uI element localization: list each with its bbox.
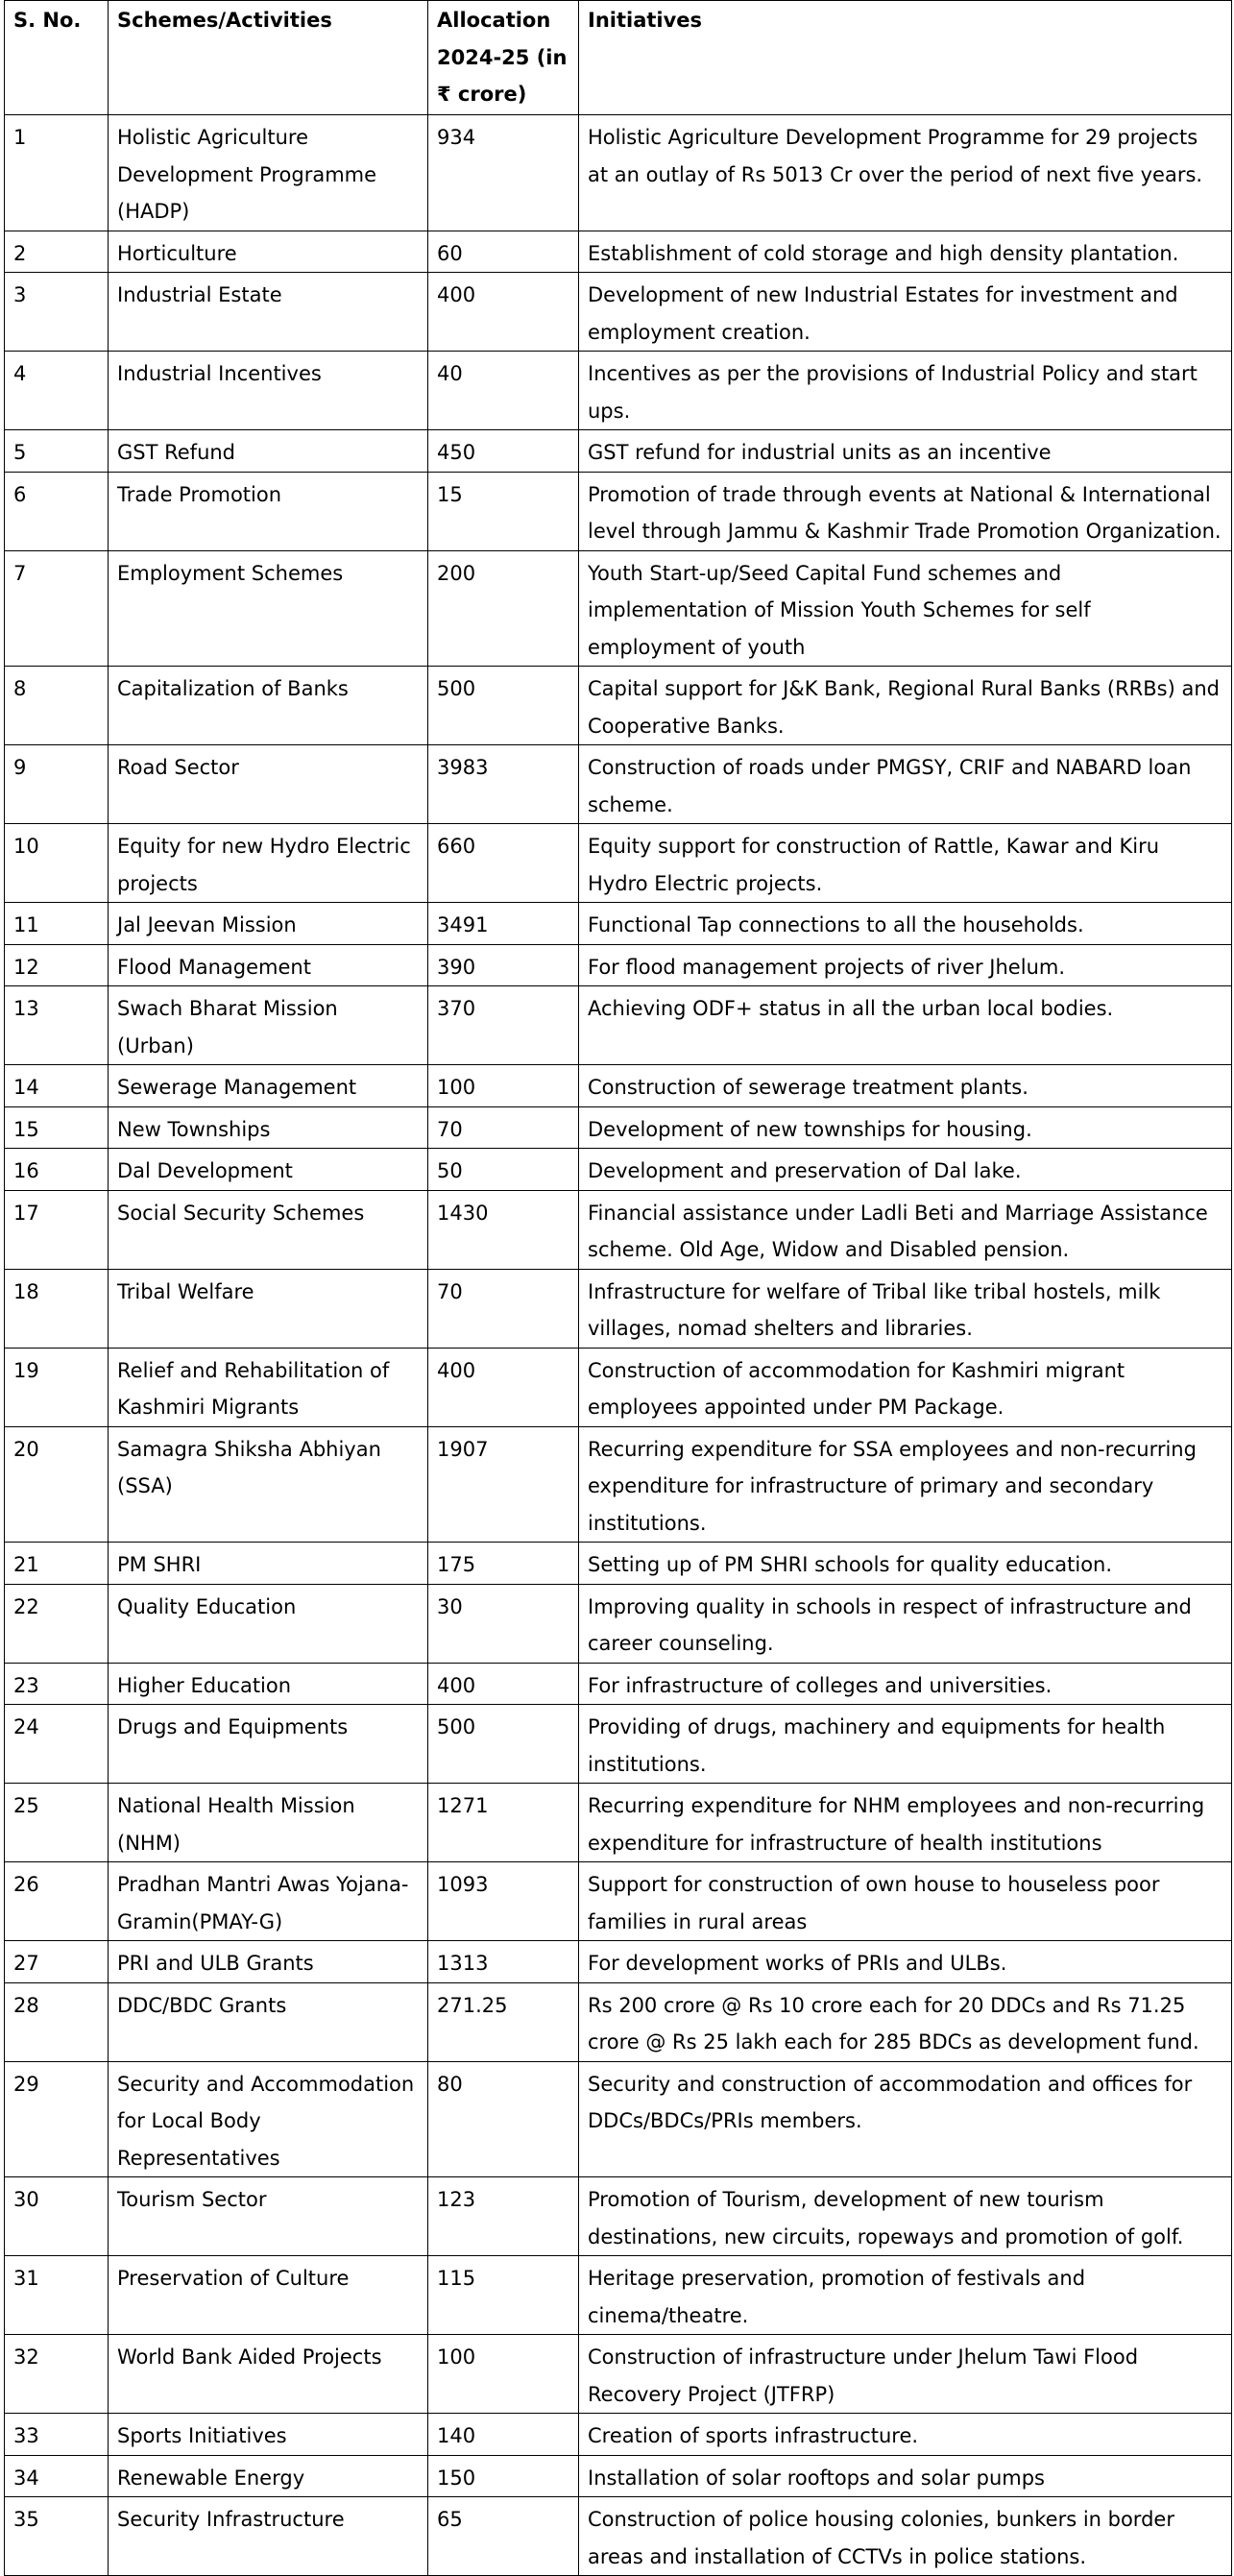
row-sno: 5 [5,430,109,473]
table-row [5,352,1232,430]
row-scheme: Horticulture [109,231,428,273]
row-initiative: Security and construction of accommodation and offices for DDCs/BDCs/PRIs members. [579,2061,1232,2177]
table-row [5,1426,1232,1543]
row-sno: 17 [5,1190,109,1269]
table-row [5,1149,1232,1191]
table-row [5,745,1232,824]
table-row [5,667,1232,745]
row-scheme: World Bank Aided Projects [109,2335,428,2414]
row-scheme: GST Refund [109,430,428,473]
row-scheme: Swach Bharat Mission (Urban) [109,986,428,1065]
row-initiative: Construction of accommodation for Kashmiri migrant employees appointed under PM Package. [579,1348,1232,1426]
header-scheme: Schemes/Activities [109,1,428,115]
table-row [5,472,1232,550]
row-allocation: 65 [428,2497,579,2576]
row-allocation: 70 [428,1106,579,1149]
row-initiative: Achieving ODF+ status in all the urban local bodies. [579,986,1232,1065]
row-allocation: 30 [428,1584,579,1663]
row-initiative: Holistic Agriculture Development Programme for 29 projects at an outlay of Rs 5013 Cr over the period of next five years. [579,115,1232,231]
table-header [5,1,1232,115]
row-scheme: Employment Schemes [109,550,428,667]
row-allocation: 80 [428,2061,579,2177]
table-row [5,430,1232,473]
row-scheme: Quality Education [109,1584,428,1663]
row-scheme: PM SHRI [109,1543,428,1585]
row-sno: 32 [5,2335,109,2414]
row-scheme: Security Infrastructure [109,2497,428,2576]
row-scheme: Flood Management [109,944,428,986]
row-scheme: Industrial Incentives [109,352,428,430]
row-sno: 30 [5,2177,109,2256]
row-allocation: 1907 [428,1426,579,1543]
table-row [5,550,1232,667]
table-row [5,273,1232,352]
row-initiative: For development works of PRIs and ULBs. [579,1941,1232,1983]
schemes-allocation-table [4,0,1232,2576]
row-allocation: 1093 [428,1862,579,1941]
row-allocation: 1271 [428,1784,579,1862]
row-scheme: DDC/BDC Grants [109,1982,428,2061]
header-allocation: Allocation 2024-25 (in ₹ crore) [428,1,579,115]
row-allocation: 390 [428,944,579,986]
row-initiative: Improving quality in schools in respect of infrastructure and career counseling. [579,1584,1232,1663]
table-row [5,1106,1232,1149]
row-initiative: Heritage preservation, promotion of festivals and cinema/theatre. [579,2256,1232,2335]
table-row [5,1190,1232,1269]
header-initiatives: Initiatives [579,1,1232,115]
row-allocation: 3983 [428,745,579,824]
row-allocation: 200 [428,550,579,667]
row-scheme: Preservation of Culture [109,2256,428,2335]
row-scheme: Tribal Welfare [109,1269,428,1348]
table-row [5,986,1232,1065]
row-allocation: 370 [428,986,579,1065]
row-allocation: 400 [428,1348,579,1426]
row-sno: 2 [5,231,109,273]
row-initiative: Installation of solar rooftops and solar pumps [579,2455,1232,2497]
row-sno: 12 [5,944,109,986]
row-sno: 9 [5,745,109,824]
header-row [5,1,1232,115]
row-scheme: New Townships [109,1106,428,1149]
row-sno: 33 [5,2414,109,2456]
row-allocation: 450 [428,430,579,473]
table-row [5,1784,1232,1862]
row-initiative: Capital support for J&K Bank, Regional Rural Banks (RRBs) and Cooperative Banks. [579,667,1232,745]
row-allocation: 60 [428,231,579,273]
table-row [5,1705,1232,1784]
table-row [5,1862,1232,1941]
row-sno: 25 [5,1784,109,1862]
row-scheme: Trade Promotion [109,472,428,550]
row-allocation: 70 [428,1269,579,1348]
row-scheme: Holistic Agriculture Development Programme (HADP) [109,115,428,231]
table-row [5,1348,1232,1426]
row-scheme: Jal Jeevan Mission [109,903,428,945]
row-allocation: 660 [428,824,579,903]
row-allocation: 400 [428,273,579,352]
row-sno: 21 [5,1543,109,1585]
row-allocation: 271.25 [428,1982,579,2061]
row-scheme: Relief and Rehabilitation of Kashmiri Migrants [109,1348,428,1426]
row-scheme: Drugs and Equipments [109,1705,428,1784]
row-sno: 1 [5,115,109,231]
row-initiative: Construction of police housing colonies, bunkers in border areas and installation of CCTVs in police stations. [579,2497,1232,2576]
row-scheme: PRI and ULB Grants [109,1941,428,1983]
row-initiative: Development of new townships for housing. [579,1106,1232,1149]
row-sno: 10 [5,824,109,903]
row-initiative: Rs 200 crore @ Rs 10 crore each for 20 DDCs and Rs 71.25 crore @ Rs 25 lakh each for 285 BDCs as development fund. [579,1982,1232,2061]
row-initiative: For infrastructure of colleges and universities. [579,1663,1232,1705]
table-row [5,1663,1232,1705]
table-row [5,2256,1232,2335]
row-initiative: Construction of infrastructure under Jhelum Tawi Flood Recovery Project (JTFRP) [579,2335,1232,2414]
row-sno: 4 [5,352,109,430]
row-sno: 20 [5,1426,109,1543]
table-row [5,903,1232,945]
row-initiative: Financial assistance under Ladli Beti and Marriage Assistance scheme. Old Age, Widow and Disabled pension. [579,1190,1232,1269]
row-initiative: Recurring expenditure for SSA employees and non-recurring expenditure for infrastructure of primary and secondary institutions. [579,1426,1232,1543]
row-sno: 3 [5,273,109,352]
row-sno: 18 [5,1269,109,1348]
row-scheme: Samagra Shiksha Abhiyan (SSA) [109,1426,428,1543]
row-sno: 35 [5,2497,109,2576]
table-row [5,824,1232,903]
row-initiative: Incentives as per the provisions of Industrial Policy and start ups. [579,352,1232,430]
table-row [5,1269,1232,1348]
table-row [5,2497,1232,2576]
row-sno: 13 [5,986,109,1065]
row-sno: 16 [5,1149,109,1191]
header-sno: S. No. [5,1,109,115]
row-sno: 26 [5,1862,109,1941]
table-row [5,115,1232,231]
row-initiative: Promotion of trade through events at National & International level through Jammu & Kashmir Trade Promotion Organization. [579,472,1232,550]
table-row [5,1543,1232,1585]
row-sno: 14 [5,1065,109,1107]
row-scheme: Road Sector [109,745,428,824]
row-initiative: Construction of roads under PMGSY, CRIF and NABARD loan scheme. [579,745,1232,824]
table-row [5,231,1232,273]
row-initiative: Creation of sports infrastructure. [579,2414,1232,2456]
table-row [5,1065,1232,1107]
row-sno: 27 [5,1941,109,1983]
table-row [5,1982,1232,2061]
row-scheme: Renewable Energy [109,2455,428,2497]
row-sno: 19 [5,1348,109,1426]
row-sno: 31 [5,2256,109,2335]
row-scheme: National Health Mission (NHM) [109,1784,428,1862]
table-row [5,2455,1232,2497]
row-sno: 11 [5,903,109,945]
row-scheme: Sports Initiatives [109,2414,428,2456]
table-row [5,1941,1232,1983]
row-sno: 24 [5,1705,109,1784]
row-allocation: 150 [428,2455,579,2497]
row-scheme: Industrial Estate [109,273,428,352]
row-allocation: 15 [428,472,579,550]
row-scheme: Tourism Sector [109,2177,428,2256]
row-allocation: 500 [428,1705,579,1784]
row-scheme: Dal Development [109,1149,428,1191]
row-allocation: 123 [428,2177,579,2256]
row-allocation: 175 [428,1543,579,1585]
row-initiative: For flood management projects of river Jhelum. [579,944,1232,986]
row-initiative: Infrastructure for welfare of Tribal like tribal hostels, milk villages, nomad shelters and libraries. [579,1269,1232,1348]
row-sno: 22 [5,1584,109,1663]
row-allocation: 50 [428,1149,579,1191]
row-allocation: 400 [428,1663,579,1705]
table-row [5,2414,1232,2456]
row-sno: 15 [5,1106,109,1149]
row-allocation: 934 [428,115,579,231]
row-scheme: Higher Education [109,1663,428,1705]
table-body [5,115,1232,2576]
table-row [5,2335,1232,2414]
row-allocation: 1313 [428,1941,579,1983]
row-scheme: Sewerage Management [109,1065,428,1107]
row-initiative: GST refund for industrial units as an incentive [579,430,1232,473]
table-row [5,1584,1232,1663]
row-sno: 7 [5,550,109,667]
table-row [5,2061,1232,2177]
row-allocation: 115 [428,2256,579,2335]
row-initiative: Establishment of cold storage and high density plantation. [579,231,1232,273]
row-initiative: Youth Start-up/Seed Capital Fund schemes and implementation of Mission Youth Schemes for self employment of youth [579,550,1232,667]
row-allocation: 40 [428,352,579,430]
table-row [5,944,1232,986]
row-scheme: Social Security Schemes [109,1190,428,1269]
row-sno: 28 [5,1982,109,2061]
row-scheme: Equity for new Hydro Electric projects [109,824,428,903]
row-initiative: Equity support for construction of Rattle, Kawar and Kiru Hydro Electric projects. [579,824,1232,903]
row-initiative: Construction of sewerage treatment plants. [579,1065,1232,1107]
row-initiative: Functional Tap connections to all the households. [579,903,1232,945]
row-initiative: Recurring expenditure for NHM employees and non-recurring expenditure for infrastructure of health institutions [579,1784,1232,1862]
row-initiative: Providing of drugs, machinery and equipments for health institutions. [579,1705,1232,1784]
row-allocation: 100 [428,1065,579,1107]
row-initiative: Development of new Industrial Estates for investment and employment creation. [579,273,1232,352]
row-allocation: 100 [428,2335,579,2414]
row-initiative: Setting up of PM SHRI schools for quality education. [579,1543,1232,1585]
row-sno: 29 [5,2061,109,2177]
row-initiative: Promotion of Tourism, development of new tourism destinations, new circuits, ropeways and promotion of golf. [579,2177,1232,2256]
row-sno: 34 [5,2455,109,2497]
row-allocation: 500 [428,667,579,745]
row-sno: 6 [5,472,109,550]
row-sno: 8 [5,667,109,745]
row-scheme: Security and Accommodation for Local Body Representatives [109,2061,428,2177]
table-row [5,2177,1232,2256]
row-allocation: 3491 [428,903,579,945]
row-allocation: 1430 [428,1190,579,1269]
row-sno: 23 [5,1663,109,1705]
row-initiative: Support for construction of own house to houseless poor families in rural areas [579,1862,1232,1941]
row-initiative: Development and preservation of Dal lake. [579,1149,1232,1191]
row-allocation: 140 [428,2414,579,2456]
row-scheme: Pradhan Mantri Awas Yojana-Gramin(PMAY-G) [109,1862,428,1941]
row-scheme: Capitalization of Banks [109,667,428,745]
